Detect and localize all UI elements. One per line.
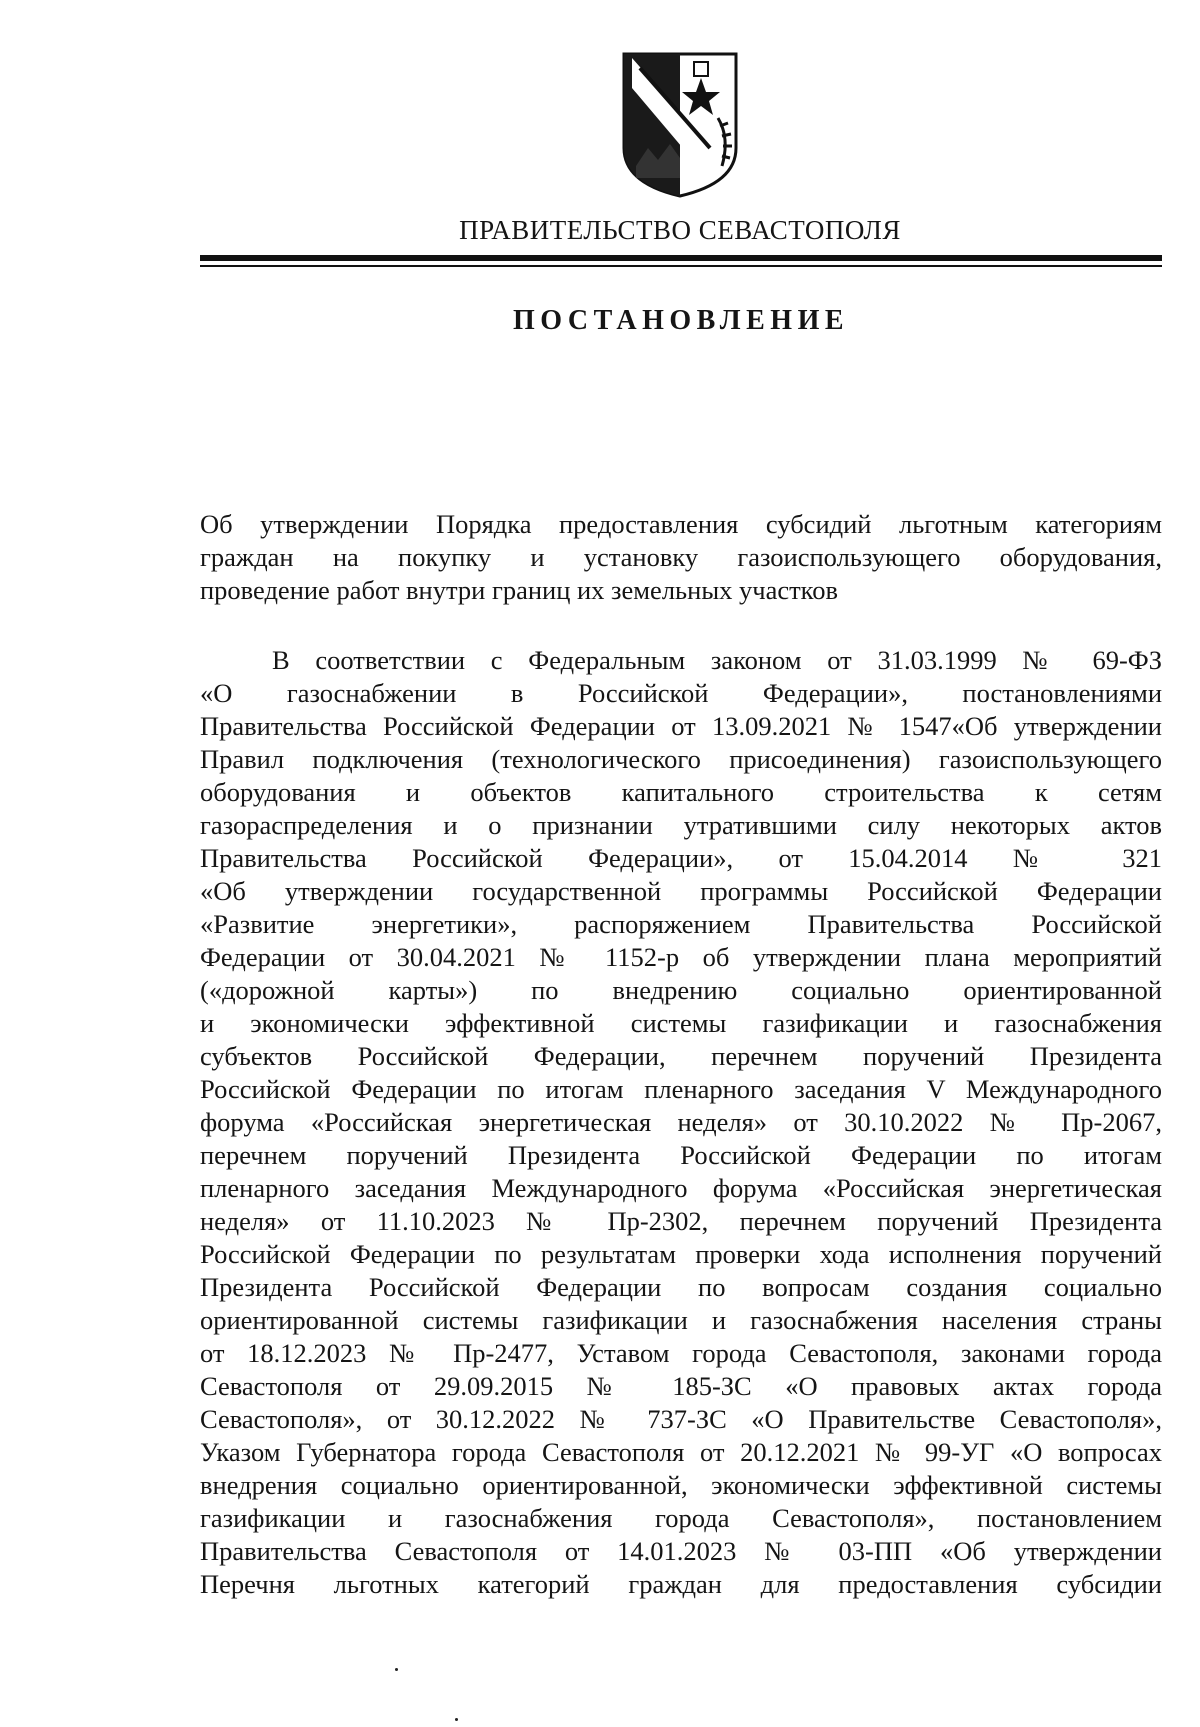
body-line: Президента Российской Федерации по вопросам создания социально bbox=[200, 1272, 1162, 1302]
document-type-heading: ПОСТАНОВЛЕНИЕ bbox=[512, 305, 850, 336]
resolution-title bbox=[200, 508, 1162, 607]
body-line: внедрения социально ориентированной, экономически эффективной системы bbox=[200, 1470, 1162, 1500]
body-line: Федерации от 30.04.2021 № 1152-р об утверждении плана мероприятий bbox=[200, 942, 1162, 972]
body-line: Правительства Севастополя от 14.01.2023 № 03-ПП «Об утверждении bbox=[200, 1536, 1162, 1566]
body-line: («дорожной карты») по внедрению социально ориентированной bbox=[200, 975, 1162, 1005]
body-line: от 18.12.2023 № Пр-2477, Уставом города Севастополя, законами города bbox=[200, 1338, 1162, 1368]
body-line: неделя» от 11.10.2023 № Пр-2302, перечнем поручений Президента bbox=[200, 1206, 1162, 1236]
body-line: оборудования и объектов капитального строительства к сетям bbox=[200, 777, 1162, 807]
body-line: Севастополя от 29.09.2015 № 185-ЗС «О правовых актах города bbox=[200, 1371, 1162, 1401]
title-line: Об утверждении Порядка предоставления субсидий льготным категориям bbox=[200, 509, 1162, 539]
body-line: Севастополя», от 30.12.2022 № 737-ЗС «О Правительстве Севастополя», bbox=[200, 1404, 1162, 1434]
body-line: В соответствии с Федеральным законом от 31.03.1999 № 69-ФЗ bbox=[272, 645, 1162, 675]
body-line: Российской Федерации по результатам проверки хода исполнения поручений bbox=[200, 1239, 1162, 1269]
title-line: граждан на покупку и установку газоиспользующего оборудования, bbox=[200, 542, 1162, 572]
scan-speck bbox=[395, 1668, 398, 1671]
header-rule-thick bbox=[200, 255, 1162, 261]
body-line: «О газоснабжении в Российской Федерации», постановлениями bbox=[200, 678, 1162, 708]
body-line: Правил подключения (технологического присоединения) газоиспользующего bbox=[200, 744, 1162, 774]
body-line: «Развитие энергетики», распоряжением Правительства Российской bbox=[200, 909, 1162, 939]
body-line: газораспределения и о признании утратившими силу некоторых актов bbox=[200, 810, 1162, 840]
scan-speck bbox=[455, 1718, 458, 1721]
body-line: Правительства Российской Федерации», от 15.04.2014 № 321 bbox=[200, 843, 1162, 873]
body-line: ориентированной системы газификации и газоснабжения населения страны bbox=[200, 1305, 1162, 1335]
title-line: проведение работ внутри границ их земельных участков bbox=[200, 575, 838, 605]
body-line: Указом Губернатора города Севастополя от 20.12.2021 № 99-УГ «О вопросах bbox=[200, 1437, 1162, 1467]
header-rule-thin bbox=[200, 265, 1162, 267]
organization-name: ПРАВИТЕЛЬСТВО СЕВАСТОПОЛЯ bbox=[459, 215, 901, 245]
body-line: субъектов Российской Федерации, перечнем поручений Президента bbox=[200, 1041, 1162, 1071]
preamble-paragraph bbox=[200, 644, 1162, 1601]
body-line: Российской Федерации по итогам пленарного заседания V Международного bbox=[200, 1074, 1162, 1104]
body-line: перечнем поручений Президента Российской Федерации по итогам bbox=[200, 1140, 1162, 1170]
body-line: «Об утверждении государственной программы Российской Федерации bbox=[200, 876, 1162, 906]
body-line: Перечня льготных категорий граждан для предоставления субсидии bbox=[200, 1569, 1162, 1599]
body-line: газификации и газоснабжения города Севастополя», постановлением bbox=[200, 1503, 1162, 1533]
body-line: Правительства Российской Федерации от 13.09.2021 № 1547«Об утверждении bbox=[200, 711, 1162, 741]
body-line: пленарного заседания Международного форума «Российская энергетическая bbox=[200, 1173, 1162, 1203]
coat-of-arms-emblem bbox=[618, 48, 742, 198]
body-line: и экономически эффективной системы газификации и газоснабжения bbox=[200, 1008, 1162, 1038]
body-line: форума «Российская энергетическая неделя» от 30.10.2022 № Пр-2067, bbox=[200, 1107, 1162, 1137]
